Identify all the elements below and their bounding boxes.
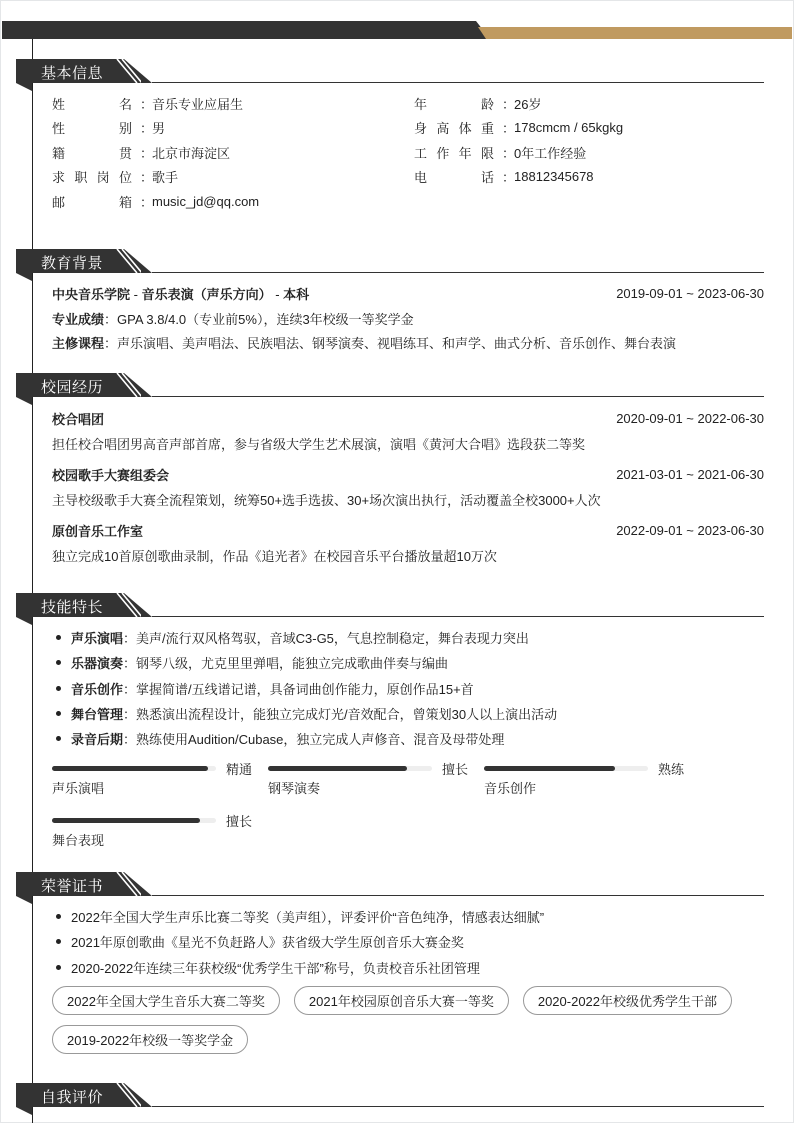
section-fold xyxy=(16,1107,32,1115)
info-value: 北京市海淀区 xyxy=(152,145,231,161)
skill-level: 擅长 xyxy=(226,814,253,830)
section-divider xyxy=(152,82,764,83)
education-entry-head xyxy=(52,281,764,306)
section-divider xyxy=(152,396,764,397)
info-key xyxy=(52,167,132,186)
honor-tag: 2020-2022年校级优秀学生干部 xyxy=(523,986,732,1015)
skill-bars xyxy=(52,761,764,855)
section-campus-experience xyxy=(16,373,764,574)
info-row-height-weight xyxy=(414,116,774,141)
stripes-icon xyxy=(111,872,141,896)
info-row-gender xyxy=(52,116,414,141)
experience-desc: 主导校级歌手大赛全流程策划，统筹50+选手选拔、30+场次演出执行，活动覆盖全校3000+人次 xyxy=(52,492,601,508)
list-item: 2020-2022年连续三年获校级“优秀学生干部”称号，负责校音乐社团管理 xyxy=(56,955,764,980)
section-divider xyxy=(152,1106,764,1107)
degree: 本科 xyxy=(283,287,310,302)
info-key xyxy=(414,167,494,186)
section-title: 自我评价 xyxy=(41,1089,104,1106)
experience-head xyxy=(52,462,764,487)
key-char: 岗 xyxy=(96,170,110,186)
experience-desc: 担任校合唱团男高音声部首席，参与省级大学生艺术展演，演唱《黄河大合唱》选段获二等奖 xyxy=(52,436,586,452)
experience-date: 2022-09-01 ~ 2023-06-30 xyxy=(616,523,764,538)
key-char: 籍 xyxy=(52,145,66,161)
skill-fill xyxy=(484,766,615,771)
top-banner-gold xyxy=(478,27,792,39)
grade-value: ：GPA 3.8/4.0（专业前5%），连续3年校级一等奖学金 xyxy=(104,311,414,327)
list-item xyxy=(56,676,764,701)
experience-date: 2020-09-01 ~ 2022-06-30 xyxy=(616,411,764,426)
section-title: 荣誉证书 xyxy=(41,878,104,895)
key-char: 邮 xyxy=(52,194,66,210)
info-value: 0年工作经验 xyxy=(514,145,587,161)
education-date: 2019-09-01 ~ 2023-06-30 xyxy=(616,286,764,301)
info-value: 音乐专业应届生 xyxy=(152,96,244,112)
education-title xyxy=(52,284,309,303)
colon: ： xyxy=(140,170,154,186)
section-header xyxy=(16,59,764,85)
separator: - xyxy=(130,287,142,302)
experience-item xyxy=(52,406,764,455)
experience-date: 2021-03-01 ~ 2021-06-30 xyxy=(616,467,764,482)
skill-track xyxy=(484,766,648,771)
colon: ： xyxy=(140,145,154,161)
key-char: 求 xyxy=(52,170,66,186)
key-char: 性 xyxy=(52,121,66,137)
key-char: 电 xyxy=(414,170,428,186)
colon: ： xyxy=(502,145,516,161)
honor-tag: 2019-2022年校级一等奖学金 xyxy=(52,1025,248,1054)
honor-tag: 2022年全国大学生音乐大赛二等奖 xyxy=(52,986,280,1015)
section-header xyxy=(16,249,764,275)
section-title: 基本信息 xyxy=(41,65,104,82)
info-row-hometown xyxy=(52,140,414,165)
honor-bullet-list xyxy=(52,904,764,980)
skill-name: 音乐创作 xyxy=(484,781,537,797)
info-key xyxy=(52,94,132,113)
info-row-age xyxy=(414,91,774,116)
colon: ： xyxy=(502,96,516,112)
course-value: ：声乐演唱、美声唱法、民族唱法、钢琴演奏、视唱练耳、和声学、曲式分析、音乐创作、舞台表演 xyxy=(104,335,677,351)
key-char: 作 xyxy=(436,145,450,161)
list-item: 2021年原创歌曲《星光不负赶路人》获省级大学生原创音乐大赛金奖 xyxy=(56,929,764,954)
skill-bar-item xyxy=(52,761,268,803)
basic-info-right xyxy=(414,91,774,214)
grade-label: 专业成绩 xyxy=(52,311,105,327)
list-item xyxy=(56,650,764,675)
section-header xyxy=(16,1083,764,1109)
experience-item xyxy=(52,518,764,567)
section-title: 教育背景 xyxy=(41,255,104,272)
skill-bar-item xyxy=(268,761,484,803)
basic-info-grid xyxy=(52,91,764,214)
key-char: 职 xyxy=(74,170,88,186)
info-value: 178cmcm / 65kgkg xyxy=(514,120,624,136)
skill-label: 声乐演唱 xyxy=(71,631,124,647)
skill-label: 录音后期 xyxy=(71,732,124,748)
skill-level: 擅长 xyxy=(442,762,469,778)
list-item xyxy=(56,701,764,726)
experience-item xyxy=(52,462,764,511)
key-char: 年 xyxy=(414,96,428,112)
key-char: 体 xyxy=(458,121,472,137)
stripes-icon xyxy=(111,593,141,617)
skill-level: 精通 xyxy=(226,762,253,778)
info-row-email xyxy=(52,189,414,214)
info-value: 歌手 xyxy=(152,170,179,186)
info-key xyxy=(52,192,132,211)
course-label: 主修课程 xyxy=(52,335,105,351)
stripes-icon xyxy=(111,249,141,273)
key-char: 名 xyxy=(118,96,132,112)
skill-fill xyxy=(52,766,208,771)
skill-track xyxy=(52,766,216,771)
key-char: 贯 xyxy=(118,145,132,161)
info-key xyxy=(52,118,132,137)
section-title: 校园经历 xyxy=(41,379,104,396)
info-key xyxy=(414,143,494,162)
experience-title: 校园歌手大赛组委会 xyxy=(52,468,170,483)
info-key xyxy=(414,94,494,113)
key-char: 高 xyxy=(436,121,450,137)
key-char: 限 xyxy=(480,145,494,161)
skill-text: ：美声/流行双风格驾驭，音域C3-G5，气息控制稳定，舞台表现力突出 xyxy=(123,631,529,647)
key-char: 话 xyxy=(480,170,494,186)
info-key xyxy=(52,143,132,162)
colon: ： xyxy=(140,121,154,137)
stripes-icon xyxy=(111,59,141,83)
colon: ： xyxy=(502,170,516,186)
skill-level: 熟练 xyxy=(658,762,685,778)
colon: ： xyxy=(140,194,154,210)
section-header xyxy=(16,872,764,898)
skill-bar-item xyxy=(52,813,268,855)
section-divider xyxy=(152,272,764,273)
skill-text: ：熟悉演出流程设计，能独立完成灯光/音效配合，曾策划30人以上演出活动 xyxy=(123,707,558,723)
info-row-position xyxy=(52,165,414,190)
skill-track xyxy=(268,766,432,771)
experience-title: 原创音乐工作室 xyxy=(52,524,144,539)
info-row-name xyxy=(52,91,414,116)
stripes-icon xyxy=(111,1083,141,1107)
experience-head xyxy=(52,406,764,431)
key-char: 年 xyxy=(458,145,472,161)
info-value: 26岁 xyxy=(514,96,542,112)
major-name: 音乐表演（声乐方向） xyxy=(141,287,272,302)
key-char: 位 xyxy=(118,170,132,186)
list-item xyxy=(56,726,764,751)
skill-text: ：熟练使用Audition/Cubase，独立完成人声修音、混音及母带处理 xyxy=(123,732,505,748)
info-key xyxy=(414,118,494,137)
email-link[interactable]: music_jd@qq.com xyxy=(152,193,260,209)
key-char: 姓 xyxy=(52,96,66,112)
skill-label: 舞台管理 xyxy=(71,707,124,723)
skill-label: 乐器演奏 xyxy=(71,656,124,672)
skill-fill xyxy=(268,766,407,771)
skill-bar-item xyxy=(484,761,700,803)
key-char: 别 xyxy=(118,121,132,137)
section-header xyxy=(16,373,764,399)
info-row-phone xyxy=(414,165,774,190)
section-honors xyxy=(16,872,764,1054)
skill-text: ：钢琴八级，尤克里里弹唱，能独立完成歌曲伴奏与编曲 xyxy=(123,656,449,672)
school-name: 中央音乐学院 xyxy=(52,287,131,302)
section-education xyxy=(16,249,764,354)
list-item: 2022年全国大学生声乐比赛二等奖（美声组），评委评价“音色纯净，情感表达细腻” xyxy=(56,904,764,929)
basic-info-left xyxy=(52,91,414,214)
phone-link[interactable]: 18812345678 xyxy=(514,169,594,185)
skill-name: 钢琴演奏 xyxy=(268,781,321,797)
experience-desc: 独立完成10首原创歌曲录制，作品《追光者》在校园音乐平台播放量超10万次 xyxy=(52,548,497,564)
honor-tag: 2021年校园原创音乐大赛一等奖 xyxy=(294,986,509,1015)
section-self-evaluation xyxy=(16,1083,764,1109)
key-char: 身 xyxy=(414,121,428,137)
colon: ： xyxy=(140,96,154,112)
experience-head xyxy=(52,518,764,543)
info-row-experience-years xyxy=(414,140,774,165)
section-basic-info xyxy=(16,59,764,214)
key-char: 箱 xyxy=(118,194,132,210)
key-char: 工 xyxy=(414,145,428,161)
info-value: 男 xyxy=(152,121,166,137)
skill-name: 声乐演唱 xyxy=(52,781,105,797)
section-title: 技能特长 xyxy=(41,599,104,616)
section-divider xyxy=(152,895,764,896)
skill-text: ：掌握简谱/五线谱记谱，具备词曲创作能力，原创作品15+首 xyxy=(123,681,474,697)
list-item xyxy=(56,625,764,650)
skill-label: 音乐创作 xyxy=(71,681,124,697)
skill-fill xyxy=(52,818,200,823)
top-banner-dark xyxy=(2,21,490,39)
stripes-icon xyxy=(111,373,141,397)
skill-bullet-list xyxy=(52,625,764,751)
colon: ： xyxy=(502,121,516,137)
education-grades xyxy=(52,306,764,330)
education-courses xyxy=(52,330,764,354)
section-skills xyxy=(16,593,764,855)
separator: - xyxy=(271,287,284,302)
honor-tags xyxy=(52,986,752,1054)
experience-title: 校合唱团 xyxy=(52,412,105,427)
skill-name: 舞台表现 xyxy=(52,833,105,849)
key-char: 重 xyxy=(480,121,494,137)
section-divider xyxy=(152,616,764,617)
section-header xyxy=(16,593,764,619)
skill-track xyxy=(52,818,216,823)
key-char: 龄 xyxy=(480,96,494,112)
